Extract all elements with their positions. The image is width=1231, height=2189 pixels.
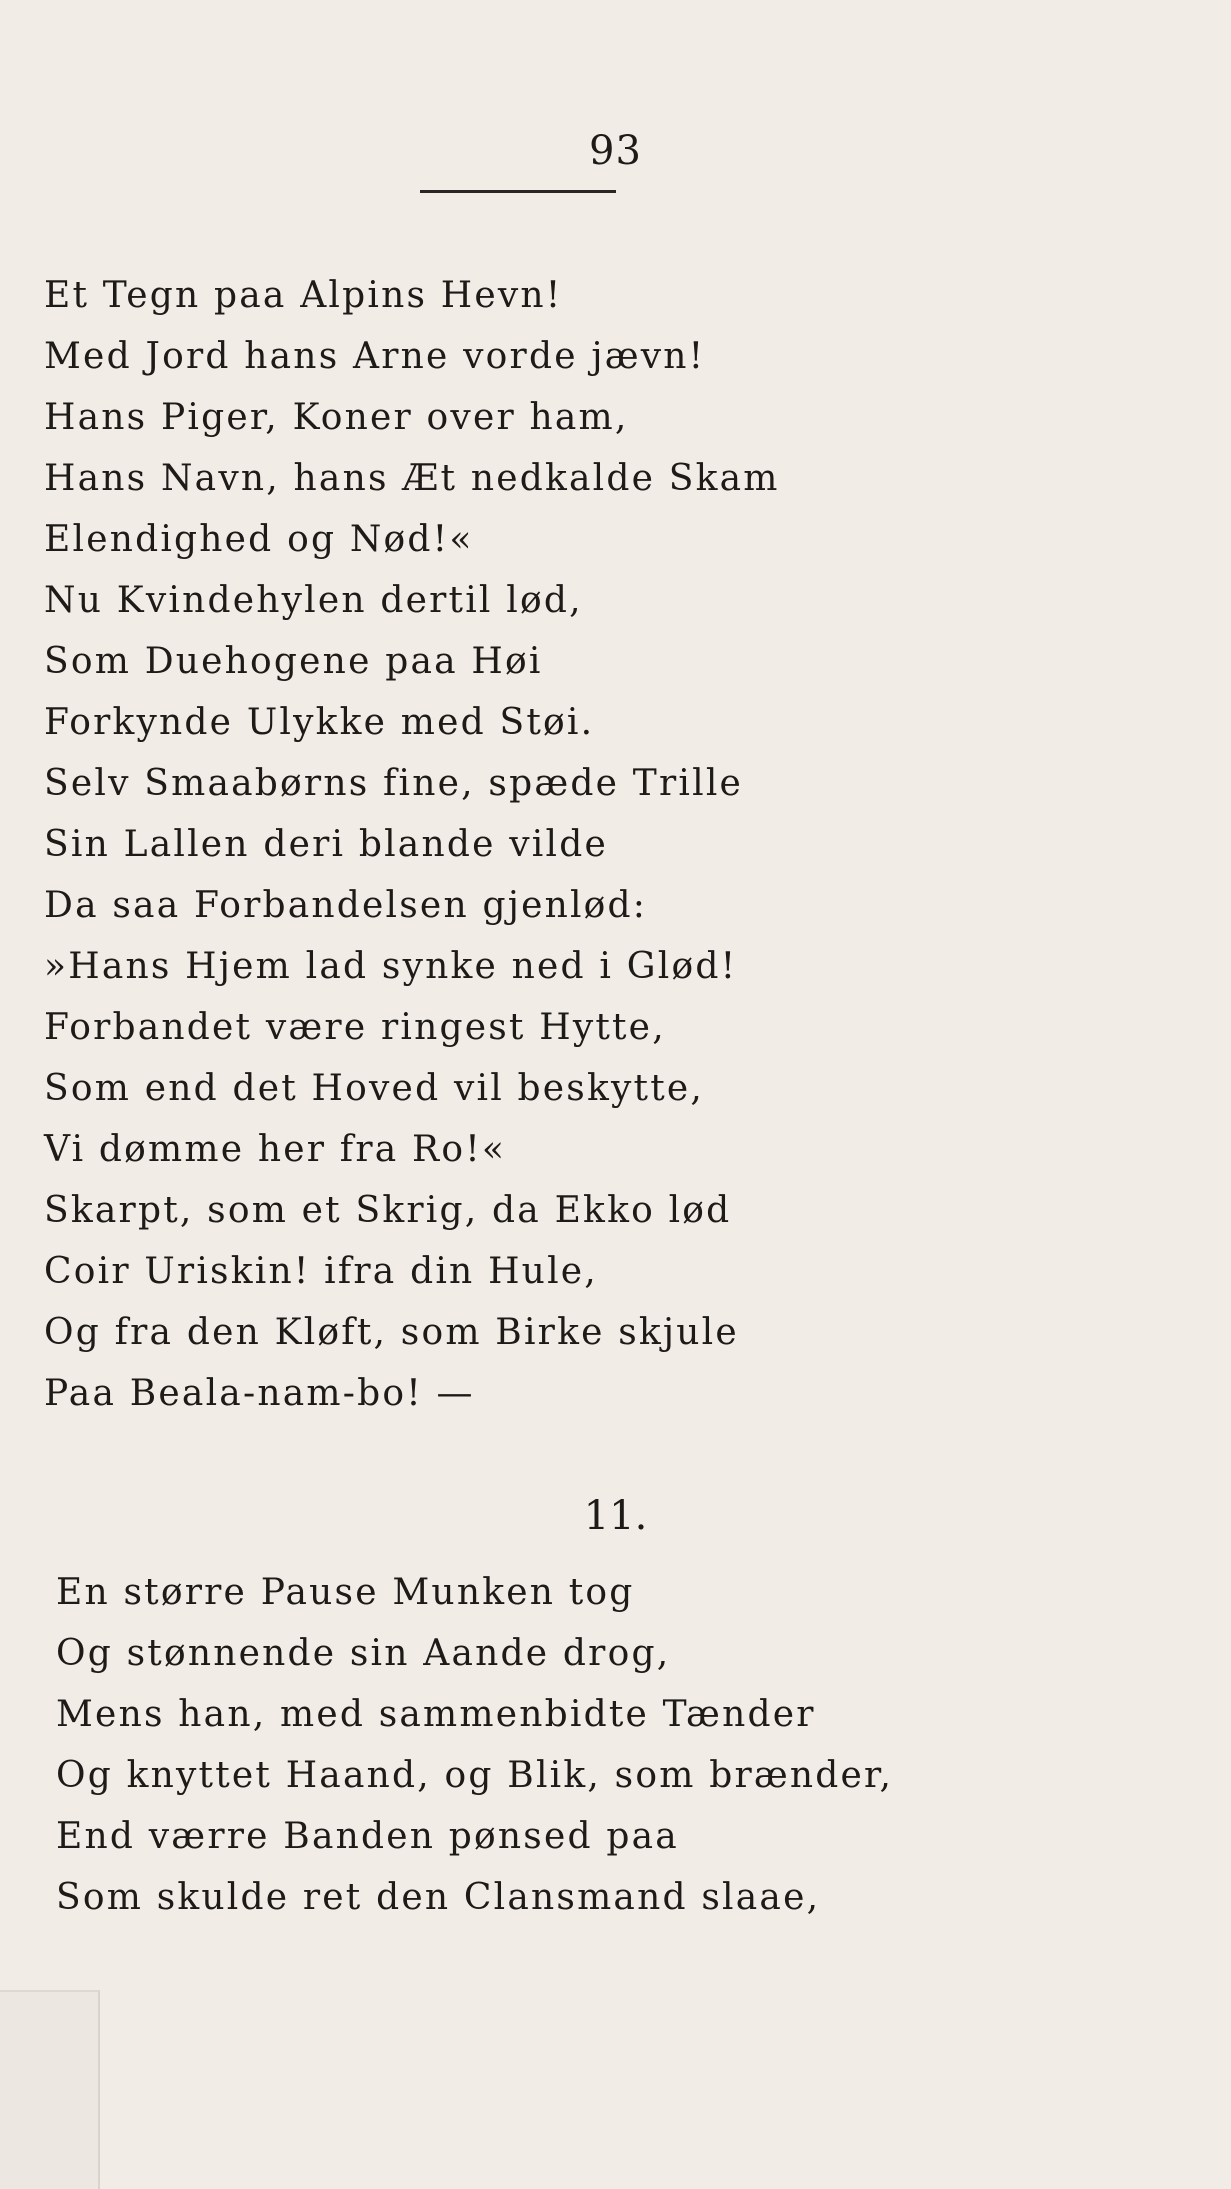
- page-number: 93: [589, 128, 642, 174]
- verse-line: Et Tegn paa Alpins Hevn!: [44, 275, 563, 316]
- verse-line: Og fra den Kløft, som Birke skjule: [44, 1312, 739, 1353]
- stanza-2: [56, 1562, 893, 1928]
- verse-line: Forkynde Ulykke med Støi.: [44, 702, 595, 743]
- verse-line: Hans Piger, Koner over ham,: [44, 397, 629, 438]
- verse-line: Og knyttet Haand, og Blik, som brænder,: [56, 1755, 894, 1796]
- verse-line: Vi dømme her fra Ro!«: [44, 1129, 507, 1170]
- verse-line: Hans Navn, hans Æt nedkalde Skam: [44, 458, 780, 499]
- section-number: 11.: [583, 1493, 648, 1539]
- verse-line: Som end det Hoved vil beskytte,: [44, 1068, 705, 1109]
- verse-line: Forbandet være ringest Hytte,: [44, 1007, 666, 1048]
- verse-line: Som skulde ret den Clansmand slaae,: [56, 1877, 821, 1918]
- verse-line: Som Duehogene paa Høi: [44, 641, 543, 682]
- verse-line: Paa Beala-nam-bo! —: [44, 1373, 475, 1414]
- verse-line: Skarpt, som et Skrig, da Ekko lød: [44, 1190, 732, 1231]
- verse-line: End værre Banden pønsed paa: [56, 1816, 679, 1857]
- verse-line: Sin Lallen deri blande vilde: [44, 824, 608, 865]
- verse-line: Med Jord hans Arne vorde jævn!: [44, 336, 706, 377]
- verse-line: Mens han, med sammenbidte Tænder: [56, 1694, 816, 1735]
- page-edge: [0, 1990, 100, 2189]
- verse-line: En større Pause Munken tog: [56, 1572, 635, 1613]
- verse-line: Da saa Forbandelsen gjenlød:: [44, 885, 648, 926]
- verse-line: Elendighed og Nød!«: [44, 519, 474, 560]
- stanza-1: [44, 265, 780, 1424]
- verse-line: Coir Uriskin! ifra din Hule,: [44, 1251, 598, 1292]
- verse-line: »Hans Hjem lad synke ned i Glød!: [44, 946, 738, 987]
- verse-line: Nu Kvindehylen dertil lød,: [44, 580, 583, 621]
- verse-line: Og stønnende sin Aande drog,: [56, 1633, 671, 1674]
- verse-line: Selv Smaabørns fine, spæde Trille: [44, 763, 744, 804]
- page-number-rule: [420, 190, 616, 193]
